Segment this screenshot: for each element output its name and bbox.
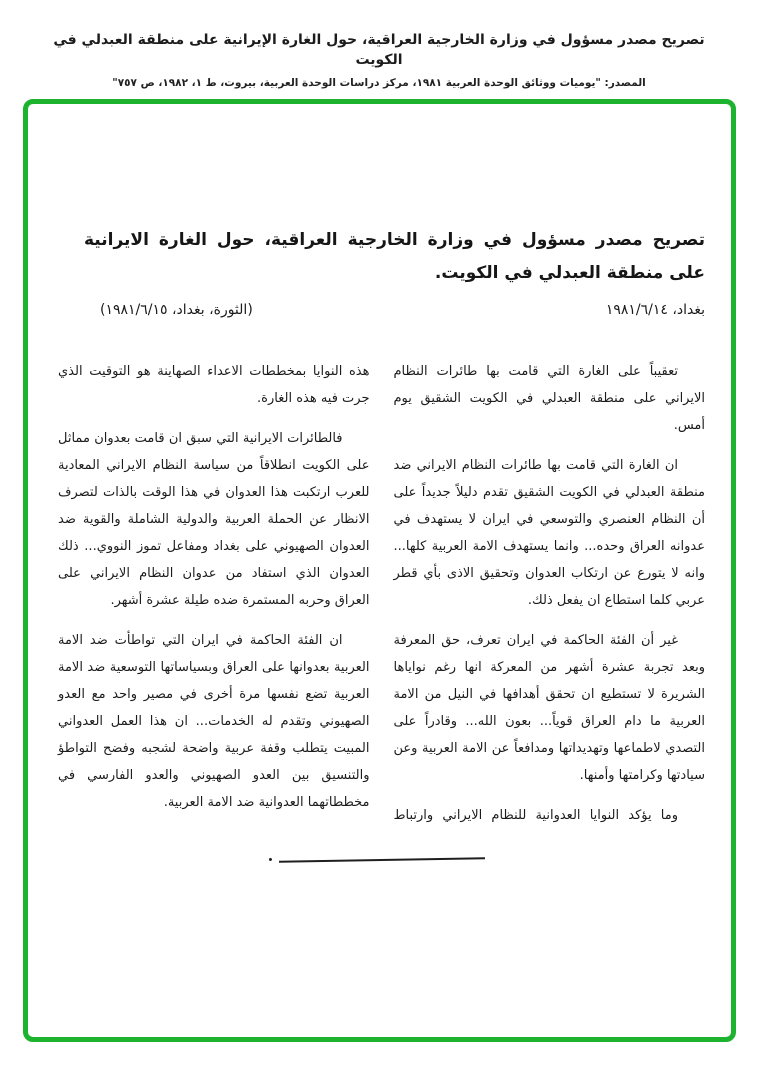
dateline [58,302,705,318]
text-columns [58,358,705,829]
document-body [28,224,731,861]
column-right [394,358,706,829]
paragraph: غير أن الفئة الحاكمة في ايران تعرف، حق المعرفة وبعد تجربة عشرة أشهر من المعركة انها رغم نواياها الشريرة لا تستطيع ان تحقق أهدافها في النيل من الامة العربية ما دام العراق قوياً... بعون الله... وقادراً على التصدي لاطماعها وتهديداتها ومدافعاً عن الامة العربية وعن سيادتها وكرامتها وأمنها. [393,633,705,783]
dateline-publication: (الثورة، بغداد، ١٩٨١/٦/١٥) [100,302,253,318]
paragraph: ان الغارة التي قامت بها طائرات النظام الايراني ضد منطقة العبدلي في الكويت الشقيق تقدم دليلاً جديداً على أن النظام العنصري والتوسعي في ايران لا يستهدف في عدوانه العراق وحده... وانما يستهدف الامة العربية كلها... وانه لا يتورع عن ارتكاب العدوان وتحقيق الاذى بأي قطر عربي كلما استطاع ان يفعل ذلك. [393,458,705,608]
paragraph: تعقيباً على الغارة التي قامت بها طائرات النظام الايراني على منطقة العبدلي في الكويت الشقيق يوم أمس. [393,364,705,433]
source-citation: المصدر: "يوميات ووثائق الوحدة العربية ١٩٨١، مركز دراسات الوحدة العربية، بيروت، ط ١، ١٩٨٢، ص ٧٥٧" [112,77,646,89]
paragraph: فالطائرات الايرانية التي سبق ان قامت بعدوان مماثل على الكويت انطلاقاً من سياسة النظام الايراني المعادية للعرب ارتكبت هذا العدوان في هذا الوقت بالذات لتصرف الانظار عن الحملة العربية والدولية الشاملة والقوية ضد العدوان الصهيوني على بغداد ومفاعل تموز النووي... ذلك العدوان الذي استفاد من عدوان النظام الايراني على العراق وحربه المستمرة ضده طيلة عشرة أشهر. [58,431,370,608]
page-title: تصريح مصدر مسؤول في وزارة الخارجية العراقية، حول الغارة الإيرانية على منطقة العبدلي في الكويت [53,32,705,68]
dateline-place-date: بغداد، ١٩٨١/٦/١٤ [605,302,705,318]
paragraph: وما يؤكد النوايا العدوانية للنظام الايراني وارتباط [393,808,678,823]
paragraph: ان الفئة الحاكمة في ايران التي تواطأت ضد الامة العربية بعدوانها على العراق وبسياساتها التوسعية ضد الامة العربية تضع نفسها مرة أخرى في مصير واحد مع العدو الصهيوني وتقدم له الخدمات... ان هذا العمل العدواني المبيت يتطلب وقفة عربية واضحة لشجبه وفضح التواطؤ والتنسيق بين العدو الصهيوني والعدو الفارسي في مخططاتهما العدوانية ضد الامة العربية. [58,633,370,810]
end-divider [278,857,484,863]
divider-dot [268,858,271,861]
column-left [58,358,370,816]
document-frame [23,99,736,1042]
paragraph: هذه النوايا بمخططات الاعداء الصهاينة هو التوقيت الذي جرت فيه هذه الغارة. [58,364,370,406]
page-header [0,0,758,91]
document-title: تصريح مصدر مسؤول في وزارة الخارجية العراقية، حول الغارة الايرانية على منطقة العبدلي في الكويت. [84,230,705,283]
